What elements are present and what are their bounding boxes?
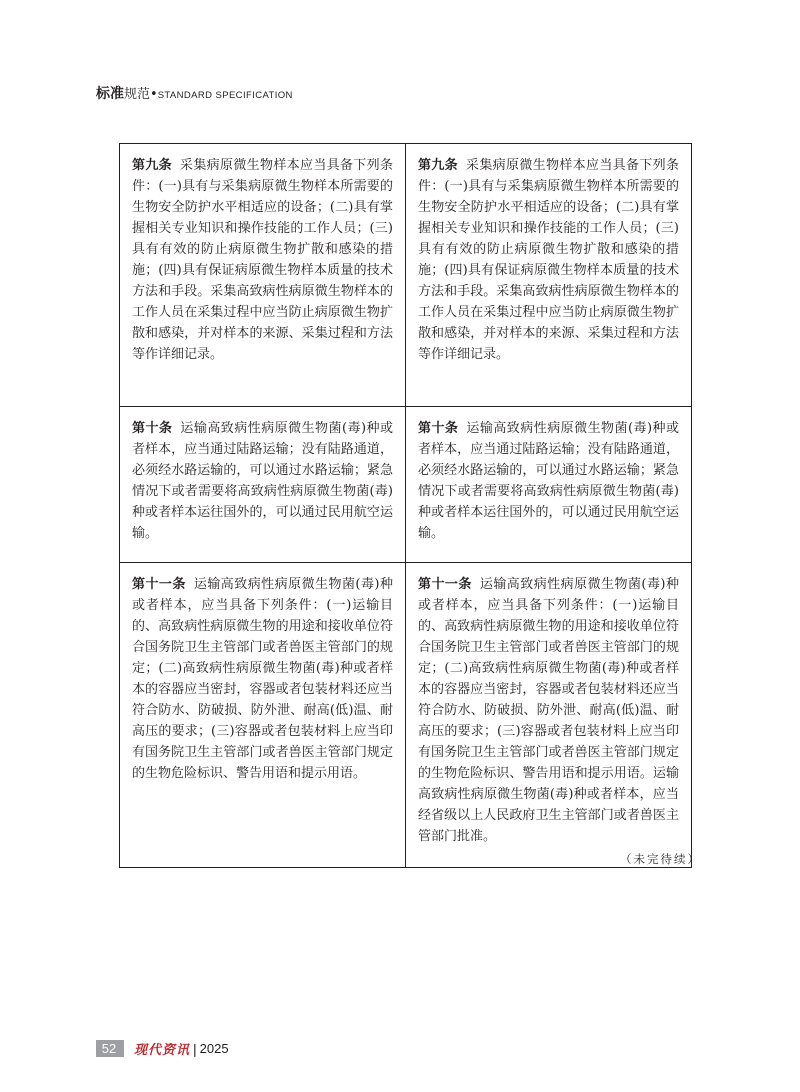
table-row xyxy=(120,407,692,563)
table-cell-left xyxy=(120,407,406,563)
header-title-bold: 标准 xyxy=(96,86,124,102)
table-cell-right xyxy=(406,563,692,868)
header-subtitle: STANDARD SPECIFICATION xyxy=(157,90,293,101)
footer-separator: | xyxy=(193,1040,197,1057)
header-separator: • xyxy=(150,87,158,102)
article-text: 运输高致病性病原微生物菌(毒)种或者样本，应当通过陆路运输；没有陆路通道，必须经水路运输的，可以通过水路运输；紧急情况下或者需要将高致病性病原微生物菌(毒)种或者样本运往国外的，可以通过民用航空运输。 xyxy=(132,421,393,541)
article-text: 采集病原微生物样本应当具备下列条件：(一)具有与采集病原微生物样本所需要的生物安全防护水平相适应的设备；(二)具有掌握相关专业知识和操作技能的工作人员；(三)具有有效的防止病原微生物扩散和感染的措施；(四)具有保证病原微生物样本质量的技术方法和手段。采集高致病性病原微生物样本的工作人员在采集过程中应当防止病原微生物扩散和感染，并对样本的来源、采集过程和方法等作详细记录。 xyxy=(132,158,393,362)
running-header xyxy=(96,83,293,103)
table-cell-left xyxy=(120,563,406,868)
comparison-table xyxy=(119,143,692,868)
table-row xyxy=(120,563,692,868)
article-number: 第九条 xyxy=(418,158,458,173)
table-cell-right xyxy=(406,407,692,563)
continued-note: （未完待续） xyxy=(620,852,701,866)
article-text: 运输高致病性病原微生物菌(毒)种或者样本，应当具备下列条件：(一)运输目的、高致病性病原微生物的用途和接收单位符合国务院卫生主管部门或者兽医主管部门的规定；(二)高致病性病原微生物菌(毒)种或者样本的容器应当密封，容器或者包装材料还应当符合防水、防破损、防外泄、耐高(低)温、耐高压的要求；(三)容器或者包装材料上应当印有国务院卫生主管部门或者兽医主管部门规定的生物危险标识、警告用语和提示用语。 xyxy=(132,577,393,781)
page-footer xyxy=(96,1040,229,1057)
issue-year: 2025 xyxy=(199,1041,229,1056)
article-number: 第十一条 xyxy=(132,577,186,592)
page-number: 52 xyxy=(96,1040,124,1057)
table-cell-left xyxy=(120,144,406,407)
table-cell-right xyxy=(406,144,692,407)
article-text: 运输高致病性病原微生物菌(毒)种或者样本，应当具备下列条件：(一)运输目的、高致病性病原微生物的用途和接收单位符合国务院卫生主管部门或者兽医主管部门的规定；(二)高致病性病原微生物菌(毒)种或者样本的容器应当密封，容器或者包装材料还应当符合防水、防破损、防外泄、耐高(低)温、耐高压的要求；(三)容器或者包装材料上应当印有国务院卫生主管部门或者兽医主管部门规定的生物危险标识、警告用语和提示用语。运输高致病性病原微生物菌(毒)种或者样本，应当经省级以上人民政府卫生主管部门或者兽医主管部门批准。 xyxy=(418,577,679,844)
magazine-name: 现代资讯 xyxy=(134,1043,191,1058)
table-row xyxy=(120,144,692,407)
article-text: 运输高致病性病原微生物菌(毒)种或者样本，应当通过陆路运输；没有陆路通道，必须经水路运输的，可以通过水路运输；紧急情况下或者需要将高致病性病原微生物菌(毒)种或者样本运往国外的，可以通过民用航空运输。 xyxy=(418,421,679,541)
article-number: 第十条 xyxy=(132,421,173,436)
article-number: 第十条 xyxy=(418,421,459,436)
article-number: 第十一条 xyxy=(418,577,472,592)
article-text: 采集病原微生物样本应当具备下列条件：(一)具有与采集病原微生物样本所需要的生物安全防护水平相适应的设备；(二)具有掌握相关专业知识和操作技能的工作人员；(三)具有有效的防止病原微生物扩散和感染的措施；(四)具有保证病原微生物样本质量的技术方法和手段。采集高致病性病原微生物样本的工作人员在采集过程中应当防止病原微生物扩散和感染，并对样本的来源、采集过程和方法等作详细记录。 xyxy=(418,158,679,362)
header-title: 规范 xyxy=(124,87,151,102)
article-number: 第九条 xyxy=(132,158,172,173)
